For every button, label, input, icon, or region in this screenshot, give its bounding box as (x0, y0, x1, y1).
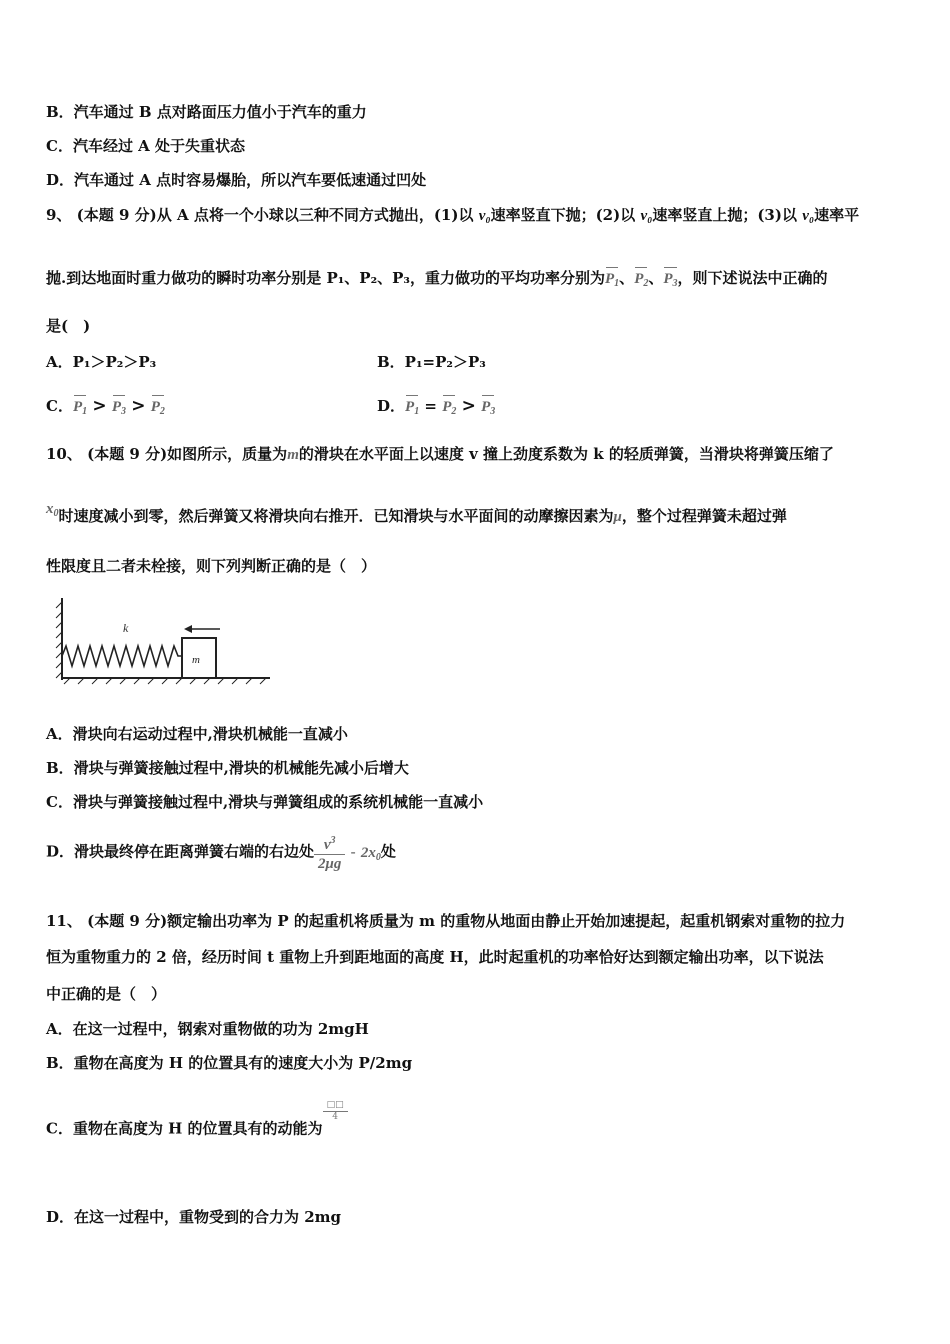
q9-option-d: D．$P_1 = P_2 > P_3$ (377, 394, 495, 422)
q9-stem-line1 (46, 205, 859, 226)
q9-d-p2: $P_2$ (442, 394, 456, 422)
q9-v0: v₀ (478, 208, 491, 224)
q9-d-p1: $P_1$ (405, 394, 419, 422)
q10-x0-symbol: $x_0$ (46, 501, 59, 519)
q11-stem-line2: 恒为重物重力的 2 倍，经历时间 t 重物上升到距地面的高度 H，此时起重机的功率恰好达到额定输出功率，以下说法 (46, 948, 824, 966)
q9-text-1d: 速率平 (814, 206, 860, 224)
q10-d-minus: - (350, 844, 356, 861)
q11-c-fraction: $\frac{□□}{4}$ (323, 1100, 348, 1123)
q11-option-a: A．在这一过程中，钢索对重物做的功为 2mgH (46, 1020, 369, 1038)
q9-avg-p1: $P_1$ (605, 266, 619, 294)
q8-option-b: B．汽车通过 B 点对路面压力值小于汽车的重力 (46, 103, 367, 121)
q9-sep: 、 (648, 269, 664, 287)
q11-option-c: C．重物在高度为 H 的位置具有的动能为 $\frac{□□}{4}$ (46, 1118, 348, 1141)
q9-option-b: B．P₁=P₂＞P₃ (377, 353, 486, 371)
q9-text-1b: 速率竖直下抛；(2)以 (490, 206, 641, 224)
q10-mass-symbol: m (287, 447, 299, 463)
q9-text-2a: 抛.到达地面时重力做功的瞬时功率分别是 P₁、P₂、P₃，重力做功的平均功率分别为 (46, 269, 605, 287)
q9-v0: v₀ (802, 208, 815, 224)
q9-text-1a: 9、 (本题 9 分)从 A 点将一个小球以三种不同方式抛出，(1)以 (46, 206, 479, 224)
q9-stem-line2 (46, 266, 828, 294)
q11-stem-line3: 中正确的是（ ） (46, 985, 167, 1003)
q9-text-1c: 速率竖直上抛；(3)以 (652, 206, 803, 224)
q10-d-2x0: $2x_0$ (360, 844, 381, 863)
q9-c-gt: > (131, 396, 146, 416)
q8-option-d: D．汽车通过 A 点时容易爆胎，所以汽车要低速通过凹处 (46, 171, 427, 189)
q10-option-c: C．滑块与弹簧接触过程中,滑块与弹簧组成的系统机械能一直减小 (46, 793, 484, 811)
block-label: m (192, 654, 200, 666)
q9-stem-line3: 是( ) (46, 317, 91, 335)
q9-text-2b: ，则下述说法中正确的 (677, 269, 828, 287)
q10-option-a: A．滑块向右运动过程中,滑块机械能一直减小 (46, 725, 348, 743)
q10-mu-symbol: μ (613, 509, 622, 525)
arrow-left-icon (184, 625, 192, 633)
q9-v0: v₀ (640, 208, 653, 224)
q9-avg-p3: $P_3$ (663, 266, 677, 294)
q10-option-d: D．滑块最终停在距离弹簧右端的右边处 $\frac{v^3}{2\mu g}$ - $2x_0$处 (46, 832, 396, 873)
q10-d-fraction: $\frac{v^3}{2\mu g}$ (314, 832, 345, 873)
q11-stem-line1: 11、 (本题 9 分)额定输出功率为 P 的起重机将质量为 m 的重物从地面由静止开始加速提起，起重机钢索对重物的拉力 (46, 912, 846, 930)
q9-avg-p2: $P_2$ (634, 266, 648, 294)
q10-spring-figure (50, 592, 275, 688)
q9-c-p1: $P_1$ (73, 394, 87, 422)
q10-stem-line2: $x_0$时速度减小到零，然后弹簧又将滑块向右推开．已知滑块与水平面间的动摩擦因素为μ，整个过程弹簧未超过弹 (46, 501, 787, 525)
q9-option-a: A．P₁＞P₂＞P₃ (46, 353, 157, 371)
q9-d-eq: = (424, 397, 437, 415)
q11-option-d: D．在这一过程中，重物受到的合力为 2mg (46, 1208, 342, 1226)
q9-c-p2: $P_2$ (151, 394, 165, 422)
q8-option-c: C．汽车经过 A 处于失重状态 (46, 137, 246, 155)
q9-d-gt: > (461, 396, 476, 416)
q10-option-b: B．滑块与弹簧接触过程中,滑块的机械能先减小后增大 (46, 759, 409, 777)
q9-c-p3: $P_3$ (112, 394, 126, 422)
q9-option-c: C．$P_1 > P_3 > P_2$ (46, 394, 165, 422)
q9-d-p3: $P_3$ (481, 394, 495, 422)
q11-option-b: B．重物在高度为 H 的位置具有的速度大小为 P/2mg (46, 1054, 413, 1072)
q10-stem-line1: 10、 (本题 9 分)如图所示，质量为m的滑块在水平面上以速度 v 撞上劲度系数为 k 的轻质弹簧，当滑块将弹簧压缩了 (46, 445, 834, 463)
q9-sep: 、 (619, 269, 635, 287)
q10-stem-line3: 性限度且二者未栓接，则下列判断正确的是（ ） (46, 557, 377, 575)
q9-c-gt: > (92, 396, 107, 416)
spring (62, 646, 182, 666)
spring-k-label: k (123, 621, 129, 635)
